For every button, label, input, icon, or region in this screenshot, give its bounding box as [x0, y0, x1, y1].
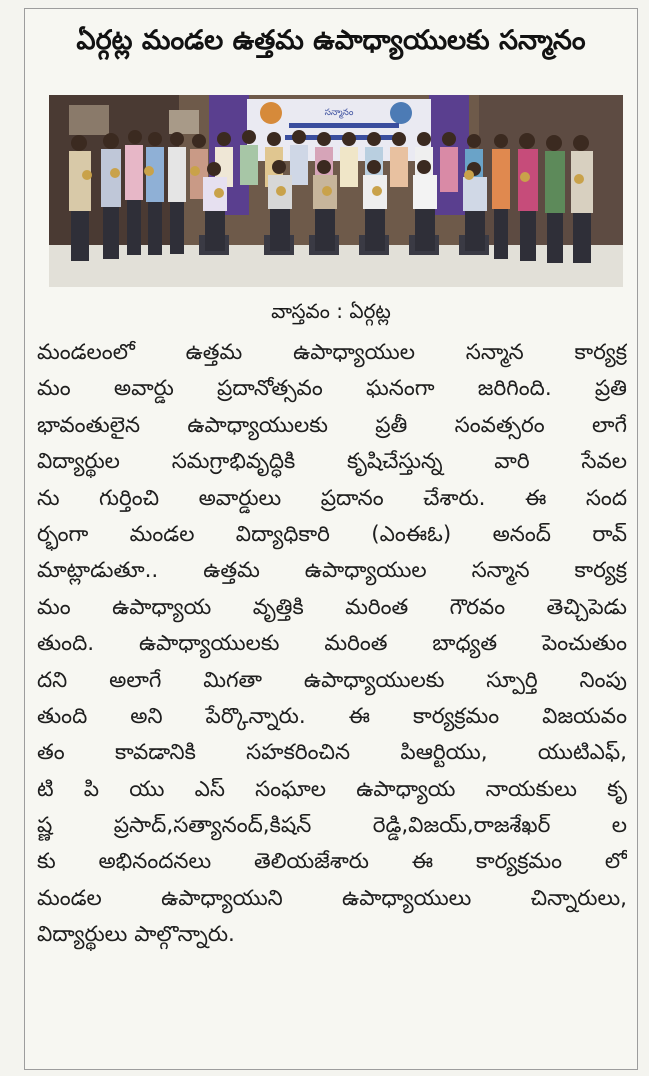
body-line: దని అలాగే మిగతా ఉపాధ్యాయులకు స్పూర్తి నింపు	[37, 667, 627, 693]
body-line: మండల ఉపాధ్యాయుని ఉపాధ్యాయులు చిన్నారులు,	[37, 885, 627, 911]
body-line: తుంది అని పేర్కొన్నారు. ఈ కార్యక్రమం విజయవం	[37, 703, 627, 729]
body-line: మండలంలో ఉత్తమ ఉపాధ్యాయుల సన్మాన కార్యక్ర	[37, 340, 627, 365]
body-line: కు అభినందనలు తెలియజేశారు ఈ కార్యక్రమం లో	[37, 849, 627, 875]
group-photo-illustration	[49, 95, 623, 287]
body-line: తం కావడానికి సహకరించిన పిఆర్టియు, యుటిఎఫ్,	[37, 740, 627, 766]
body-line: మం ఉపాధ్యాయ వృత్తికి మరింత గౌరవం తెచ్చిపెడు	[37, 594, 627, 620]
body-line: టి పి యు ఎస్ సంఘాల ఉపాధ్యాయ నాయకులు కృ	[37, 776, 627, 802]
body-line: ను గుర్తించి అవార్డులు ప్రదానం చేశారు. ఈ సంద	[37, 485, 627, 511]
body-line: విద్యార్థులు పాల్గొన్నారు.	[37, 922, 235, 948]
newspaper-clipping	[24, 8, 638, 1070]
body-line: విద్యార్థుల సమగ్రాభివృద్ధికి కృషిచేస్తున్న వారి సేవల	[37, 449, 627, 475]
headline: ఏర్గట్ల మండల ఉత్తమ ఉపాధ్యాయులకు సన్మానం	[76, 25, 586, 56]
body-line: భావంతులైన ఉపాధ్యాయులకు ప్రతీ సంవత్సరం లాగే	[37, 412, 627, 438]
body-line: ష్ణ ప్రసాద్,సత్యానంద్,కిషన్ రెడ్డి,విజయ్,రాజశేఖర్ ల	[37, 813, 627, 839]
body-line: మాట్లాడుతూ.. ఉత్తమ ఉపాధ్యాయుల సన్మాన కార్యక్ర	[37, 558, 627, 584]
dateline: వాస్తవం : ఏర్గట్ల	[271, 299, 391, 323]
body-line: ర్భంగా మండల విద్యాధికారి (ఎంఈఓ) అనంద్ రావ్	[37, 521, 627, 547]
article-body	[37, 335, 627, 954]
body-line: మం అవార్డు ప్రదానోత్సవం ఘనంగా జరిగింది. ప్రతి	[37, 376, 627, 402]
body-line: తుంది. ఉపాధ్యాయులకు మరింత బాధ్యత పెంచుతుం	[37, 631, 627, 657]
event-photo	[49, 95, 623, 287]
banner-text: సన్మానం	[324, 108, 354, 118]
